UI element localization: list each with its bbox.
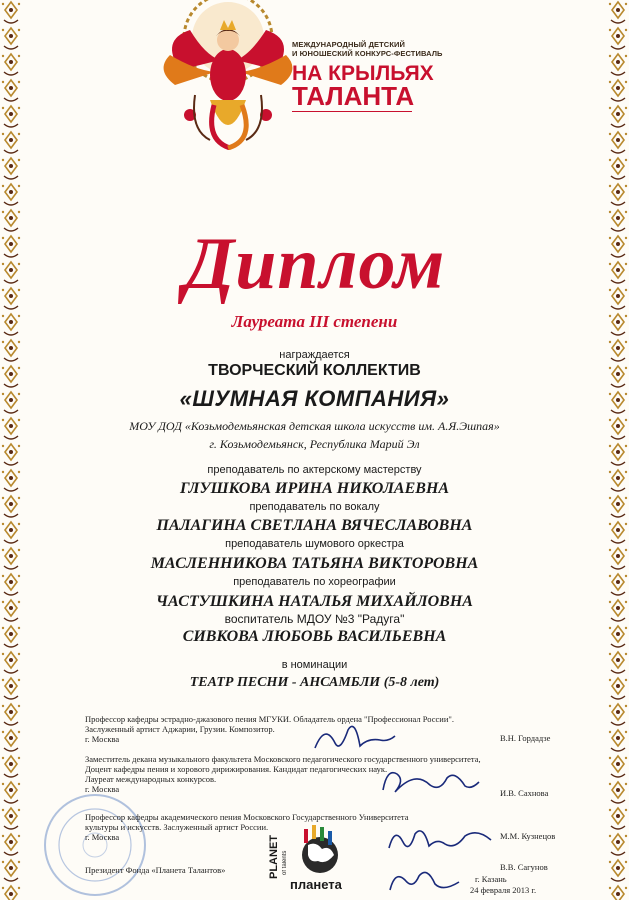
jury-1-name: В.Н. Гордадзе bbox=[500, 733, 551, 743]
festival-rule bbox=[292, 111, 412, 112]
place-date: 24 февраля 2013 г. bbox=[470, 885, 537, 895]
jury-3-signature bbox=[385, 820, 495, 860]
jury-3-name: М.М. Кузнецов bbox=[500, 831, 556, 841]
collective-label: ТВОРЧЕСКИЙ КОЛЛЕКТИВ bbox=[208, 362, 421, 379]
planet-logo-sub: of talents bbox=[282, 850, 288, 875]
nomination-value: ТЕАТР ПЕСНИ - АНСАМБЛИ (5-8 лет) bbox=[189, 675, 440, 690]
jury-2-line-2: Доцент кафедры пения и хорового дирижирования. Кандидат педагогических наук. bbox=[85, 764, 388, 774]
school-name: МОУ ДОД «Козьмодемьянская детская школа искусств им. А.Я.Эшпая» bbox=[129, 419, 500, 433]
festival-title-1: НА КРЫЛЬЯХ bbox=[292, 62, 434, 85]
jury-1-line-2: Заслуженный артист Аджарии, Грузии. Композитор. bbox=[85, 724, 275, 734]
left-ornament-border bbox=[0, 0, 22, 900]
festival-subtitle-1: МЕЖДУНАРОДНЫЙ ДЕТСКИЙ bbox=[292, 40, 405, 49]
teacher-name-4: ЧАСТУШКИНА НАТАЛЬЯ МИХАЙЛОВНА bbox=[156, 593, 473, 610]
jury-3-line-3: г. Москва bbox=[85, 832, 120, 842]
planet-logo-word: PLANET bbox=[268, 835, 280, 879]
nomination-label: в номинации bbox=[281, 659, 348, 671]
jury-3-line-2: культуры и искусств. Заслуженный артист России. bbox=[85, 822, 269, 832]
teacher-role-5: воспитатель МДОУ №3 "Радуга" bbox=[224, 612, 405, 626]
jury-1-line-3: г. Москва bbox=[85, 734, 120, 744]
teacher-role-3: преподаватель шумового оркестра bbox=[225, 538, 404, 550]
president-name: В.В. Сагунов bbox=[500, 862, 548, 872]
school-city: г. Козьмодемьянск, Республика Марий Эл bbox=[209, 437, 420, 451]
jury-2-line-3: Лауреат международных конкурсов. bbox=[85, 774, 217, 784]
jury-2-line-4: г. Москва bbox=[85, 784, 120, 794]
festival-title-2: ТАЛАНТА bbox=[292, 81, 415, 111]
diploma-degree: Лауреата III степени bbox=[231, 312, 398, 331]
jury-2-signature bbox=[375, 760, 485, 800]
president-label: Президент Фонда «Планета Талантов» bbox=[85, 865, 226, 875]
president-signature bbox=[385, 860, 465, 900]
teacher-name-2: ПАЛАГИНА СВЕТЛАНА ВЯЧЕСЛАВОВНА bbox=[156, 517, 473, 534]
teacher-name-5: СИВКОВА ЛЮБОВЬ ВАСИЛЬЕВНА bbox=[182, 628, 447, 645]
festival-heading bbox=[292, 40, 472, 112]
round-stamp bbox=[40, 790, 150, 900]
teacher-name-1: ГЛУШКОВА ИРИНА НИКОЛАЕВНА bbox=[179, 480, 450, 497]
jury-2-line-1: Заместитель декана музыкального факультета Московского педагогического государственного университета, bbox=[85, 754, 481, 764]
festival-subtitle-2: И ЮНОШЕСКИЙ КОНКУРС-ФЕСТИВАЛЬ bbox=[292, 49, 443, 58]
planet-logo-ru: планета bbox=[290, 877, 342, 892]
right-ornament-border bbox=[607, 0, 629, 900]
jury-3-line-1: Профессор кафедры академического пения Московского Государственного Университета bbox=[85, 812, 409, 822]
teacher-role-4: преподаватель по хореографии bbox=[233, 576, 396, 588]
diploma-title: Диплом bbox=[183, 223, 446, 305]
place-city: г. Казань bbox=[475, 874, 507, 884]
awarded-label: награждается bbox=[279, 349, 350, 361]
firebird-logo bbox=[150, 0, 305, 150]
planet-talents-logo bbox=[260, 815, 350, 900]
jury-3-text bbox=[85, 812, 409, 842]
teacher-name-3: МАСЛЕННИКОВА ТАТЬЯНА ВИКТОРОВНА bbox=[150, 555, 479, 572]
collective-name: «ШУМНАЯ КОМПАНИЯ» bbox=[179, 386, 450, 411]
teacher-role-1: преподаватель по актерскому мастерству bbox=[207, 464, 422, 476]
jury-2-name: И.В. Сахнова bbox=[500, 788, 549, 798]
jury-1-line-1: Профессор кафедры эстрадно-джазового пения МГУКИ. Обладатель ордена "Профессионал России". bbox=[85, 714, 454, 724]
teacher-role-2: преподаватель по вокалу bbox=[249, 501, 380, 513]
jury-1-signature bbox=[310, 718, 400, 758]
